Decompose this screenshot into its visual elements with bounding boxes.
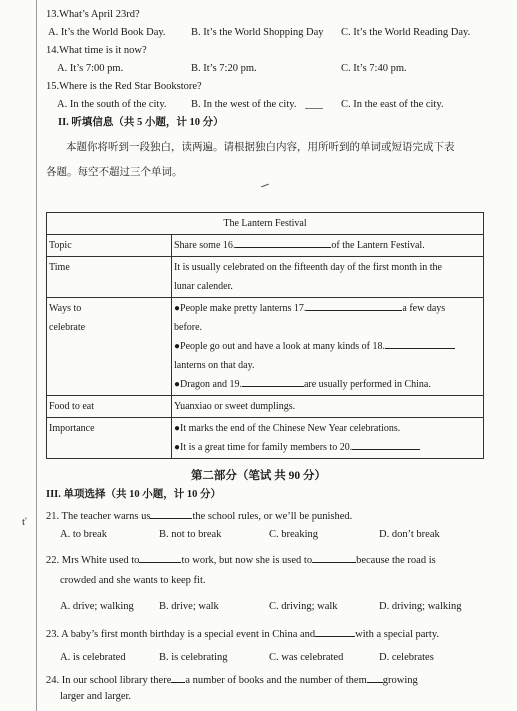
question-21-stem-start: 21. The teacher warns us — [46, 511, 151, 522]
answer-blank-21[interactable] — [150, 508, 192, 519]
question-24-stem — [46, 672, 418, 688]
question-22-option-b: B. drive; walk — [159, 601, 219, 612]
answer-blank-19[interactable] — [242, 376, 304, 387]
question-14-option-c: C. It’s 7:40 pm. — [341, 63, 407, 74]
ways-bullet-1: ●People make pretty lanterns 17. — [174, 303, 307, 314]
row-content-topic — [172, 235, 484, 257]
answer-blank-22b[interactable] — [312, 552, 356, 563]
answer-blank-24a[interactable] — [171, 672, 185, 683]
row-label-time: Time — [47, 257, 172, 298]
question-22-stem-part-2: to work, but now she is used to — [181, 555, 313, 566]
question-14-stem: 14.What time is it now? — [46, 45, 147, 56]
table-row — [47, 396, 484, 418]
question-13-option-c: C. It’s the World Reading Day. — [341, 27, 471, 38]
table-row — [47, 418, 484, 459]
question-14-option-a: A. It’s 7:00 pm. — [57, 63, 124, 74]
page-margin-line — [36, 0, 37, 711]
question-24-stem-part-2: a number of books and the number of them — [185, 675, 367, 686]
question-15-option-a: A. In the south of the city. — [57, 99, 167, 110]
answer-blank-17[interactable] — [306, 300, 402, 311]
answer-blank-22a[interactable] — [139, 552, 181, 563]
question-22-stem — [46, 552, 436, 568]
row-label-topic: Topic — [47, 235, 172, 257]
question-13-option-b: B. It’s the World Shopping Day — [191, 27, 324, 38]
question-22-option-c: C. driving; walk — [269, 601, 338, 612]
question-13-option-a: A. It’s the World Book Day. — [48, 27, 166, 38]
importance-bullet-2: ●It is a great time for family members to 20. — [174, 442, 353, 453]
row-content-time — [172, 257, 484, 298]
question-22-stem-part-1: 22. Mrs White used to — [46, 555, 140, 566]
question-23-stem-start: 23. A baby’s first month birthday is a special event in China and — [46, 629, 316, 640]
ways-bullet-1-cont: before. — [174, 322, 203, 333]
row-content-food: Yuanxiao or sweet dumplings. — [172, 396, 484, 418]
pen-mark — [261, 184, 269, 188]
section-2-heading: II. 听填信息（共 5 小题，计 10 分） — [58, 117, 224, 128]
ways-bullet-2: ●People go out and have a look at many kinds of 18. — [174, 341, 386, 352]
question-24-stem-part-1: 24. In our school library there — [46, 675, 172, 686]
answer-blank-23[interactable] — [315, 626, 355, 637]
ways-bullet-2-cont: lanterns on that day. — [174, 360, 255, 371]
row-label-food: Food to eat — [47, 396, 172, 418]
time-text-line-1: It is usually celebrated on the fifteenth day of the first month in the — [174, 262, 442, 273]
question-21-option-c: C. breaking — [269, 529, 318, 540]
topic-text-end: of the Lantern Festival. — [331, 240, 425, 251]
question-21-stem-end: the school rules, or we’ll be punished. — [192, 511, 353, 522]
answer-blank-18[interactable] — [385, 338, 455, 349]
question-22-option-d: D. driving; walking — [379, 601, 462, 612]
lantern-festival-table — [46, 212, 484, 459]
question-22-option-a: A. drive; walking — [60, 601, 134, 612]
question-23-option-c: C. was celebrated — [269, 652, 344, 663]
question-15-option-b: B. In the west of the city. — [191, 99, 297, 110]
row-content-ways — [172, 298, 484, 396]
row-content-importance — [172, 418, 484, 459]
question-24-stem-cont: larger and larger. — [60, 691, 132, 702]
ways-bullet-3-end: are usually performed in China. — [303, 379, 431, 390]
section-2-instruction-line-2: 各题。每空不超过三个单词。 — [46, 167, 183, 178]
time-text-line-2: lunar calender. — [174, 281, 233, 292]
question-21-stem — [46, 508, 352, 524]
ways-label-line-1: Ways to — [49, 303, 82, 314]
row-label-importance: Importance — [47, 418, 172, 459]
question-14-option-b: B. It’s 7:20 pm. — [191, 63, 257, 74]
table-row — [47, 235, 484, 257]
answer-blank-24b[interactable] — [367, 672, 383, 683]
table-row — [47, 298, 484, 396]
part-2-title: 第二部分（笔试 共 90 分） — [190, 470, 327, 482]
question-21-option-a: A. to break — [60, 529, 107, 540]
question-24-stem-part-3: growing — [382, 675, 418, 686]
table-row — [47, 257, 484, 298]
ways-bullet-1-end: a few days — [402, 303, 446, 314]
margin-mark: ť — [22, 516, 27, 528]
question-23-option-a: A. is celebrated — [60, 652, 126, 663]
question-21-option-d: D. don’t break — [379, 529, 440, 540]
table-title: The Lantern Festival — [47, 213, 484, 235]
question-15-stem: 15.Where is the Red Star Bookstore? — [46, 81, 202, 92]
question-23-stem-end: with a special party. — [355, 629, 440, 640]
section-3-heading: III. 单项选择（共 10 小题，计 10 分） — [46, 489, 222, 500]
question-23-stem — [46, 626, 439, 642]
pen-mark — [305, 108, 323, 109]
question-23-option-d: D. celebrates — [379, 652, 434, 663]
importance-bullet-1: ●It marks the end of the Chinese New Year celebrations. — [174, 423, 401, 434]
question-23-option-b: B. is celebrating — [159, 652, 228, 663]
section-2-instruction-line-1: 本题你将听到一段独白，读两遍。请根据独白内容，用所听到的单词或短语完成下表 — [66, 142, 455, 153]
question-22-stem-cont: crowded and she wants to keep fit. — [60, 575, 206, 586]
question-21-option-b: B. not to break — [159, 529, 222, 540]
row-label-ways — [47, 298, 172, 396]
question-22-stem-part-3: because the road is — [356, 555, 436, 566]
answer-blank-20[interactable] — [352, 439, 420, 450]
question-13-stem: 13.What’s April 23rd? — [46, 9, 140, 20]
ways-bullet-3: ●Dragon and 19. — [174, 379, 242, 390]
answer-blank-16[interactable] — [235, 237, 331, 248]
topic-text: Share some 16. — [174, 240, 236, 251]
question-15-option-c: C. In the east of the city. — [341, 99, 444, 110]
ways-label-line-2: celebrate — [49, 322, 86, 333]
